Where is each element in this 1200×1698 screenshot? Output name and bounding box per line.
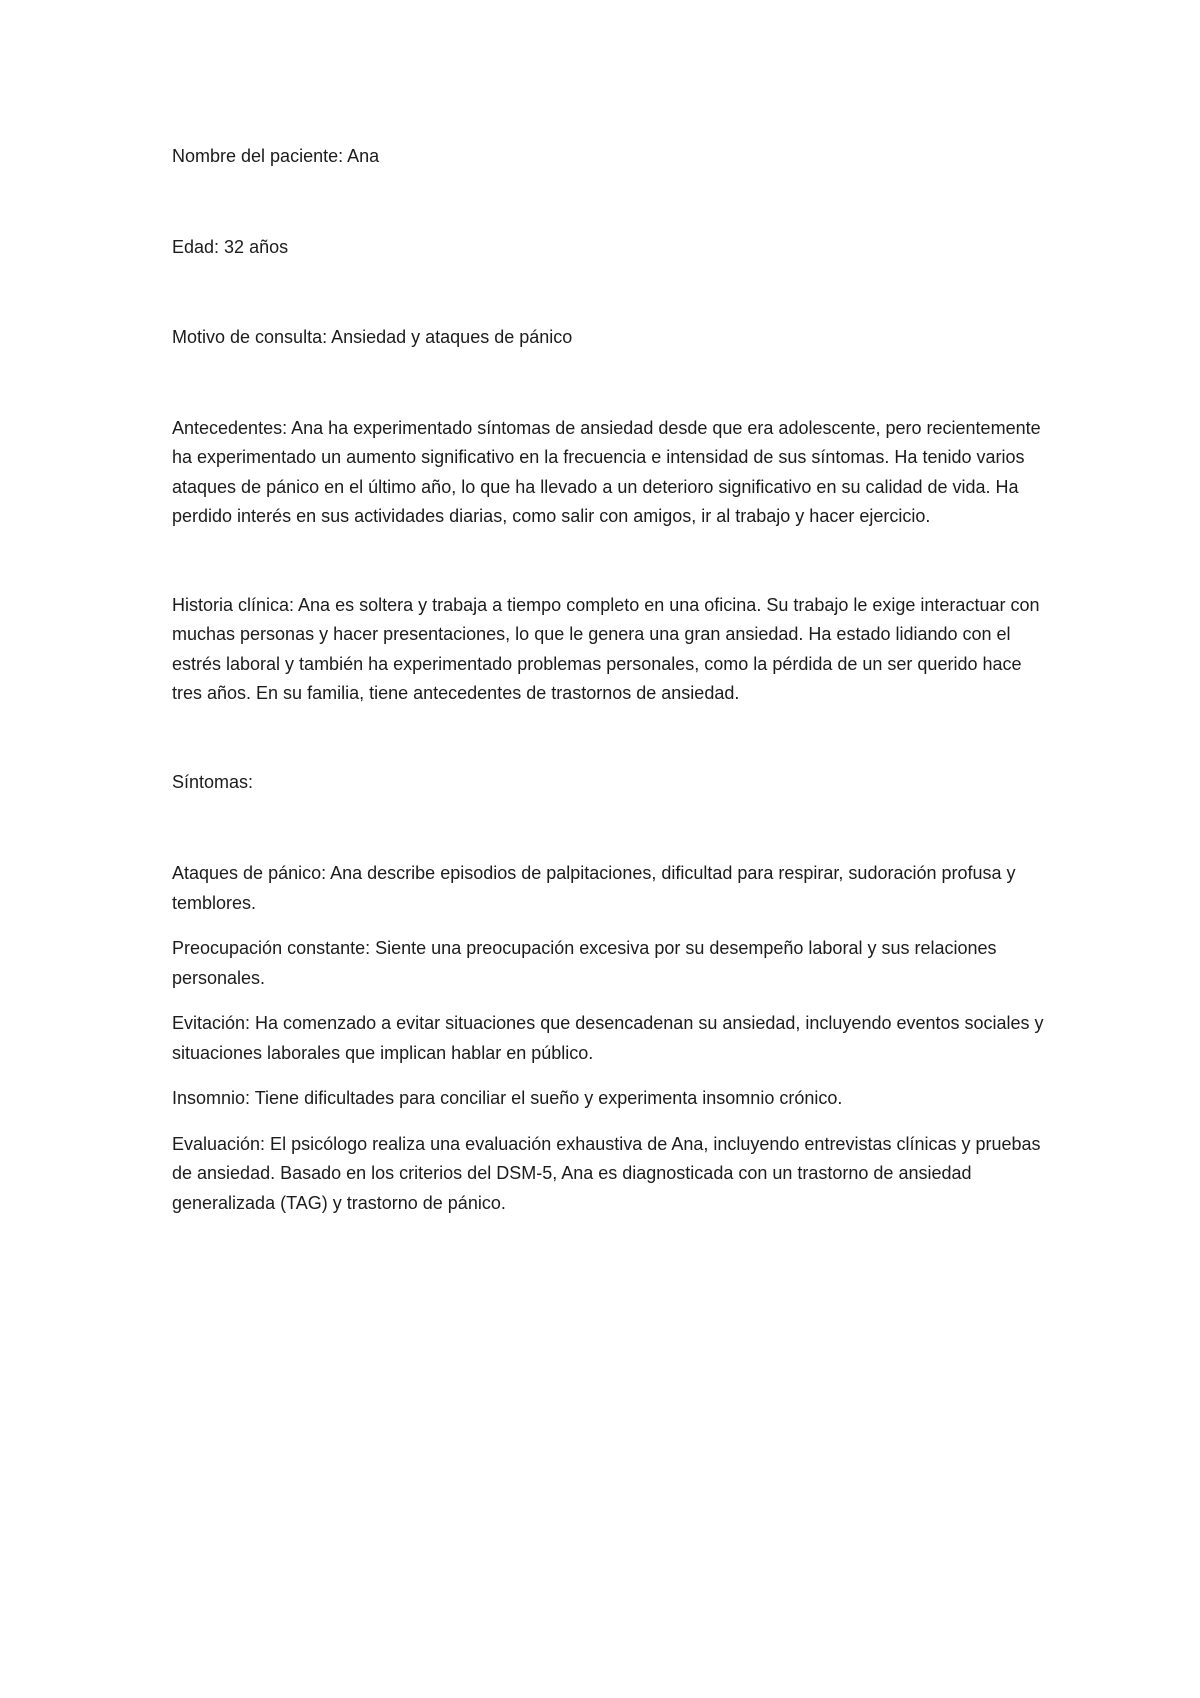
- symptoms-heading: Síntomas:: [172, 771, 254, 792]
- symptom-item: Insomnio: Tiene dificultades para conciliar el sueño y experimenta insomnio crónico.: [172, 1088, 843, 1108]
- clinical-history-paragraph: Historia clínica: Ana es soltera y trabaja a tiempo completo en una oficina. Su trabajo le exige interactuar con muchas personas y hacer presentaciones, lo que le genera una gran ansiedad. Ha estado lidiando con el estrés laboral y también ha experimentado problemas personales, como la pérdida de un ser querido hace tres años. En su familia, tiene antecedentes de trastornos de ansiedad.: [172, 594, 1040, 703]
- symptom-item: Ataques de pánico: Ana describe episodios de palpitaciones, dificultad para respirar, sudoración profusa y temblores.: [172, 863, 1016, 913]
- evaluation-paragraph: Evaluación: El psicólogo realiza una evaluación exhaustiva de Ana, incluyendo entrevistas clínicas y pruebas de ansiedad. Basado en los criterios del DSM-5, Ana es diagnosticada con un trastorno de ansiedad generalizada (TAG) y trastorno de pánico.: [172, 1133, 1041, 1213]
- consultation-reason: Motivo de consulta: Ansiedad y ataques de pánico: [172, 327, 573, 347]
- symptom-item: Preocupación constante: Siente una preocupación excesiva por su desempeño laboral y sus relaciones personales.: [172, 938, 997, 988]
- patient-name: Nombre del paciente: Ana: [172, 146, 380, 166]
- patient-age: Edad: 32 años: [172, 236, 289, 257]
- document-body: [172, 142, 1052, 1218]
- symptom-item: Evitación: Ha comenzado a evitar situaciones que desencadenan su ansiedad, incluyendo eventos sociales y situaciones laborales que implican hablar en público.: [172, 1013, 1044, 1063]
- background-paragraph: Antecedentes: Ana ha experimentado síntomas de ansiedad desde que era adolescente, pero recientemente ha experimentado un aumento significativo en la frecuencia e intensidad de sus síntomas. Ha tenido varios ataques de pánico en el último año, lo que ha llevado a un deterioro significativo en su calidad de vida. Ha perdido interés en sus actividades diarias, como salir con amigos, ir al trabajo y hacer ejercicio.: [172, 417, 1041, 526]
